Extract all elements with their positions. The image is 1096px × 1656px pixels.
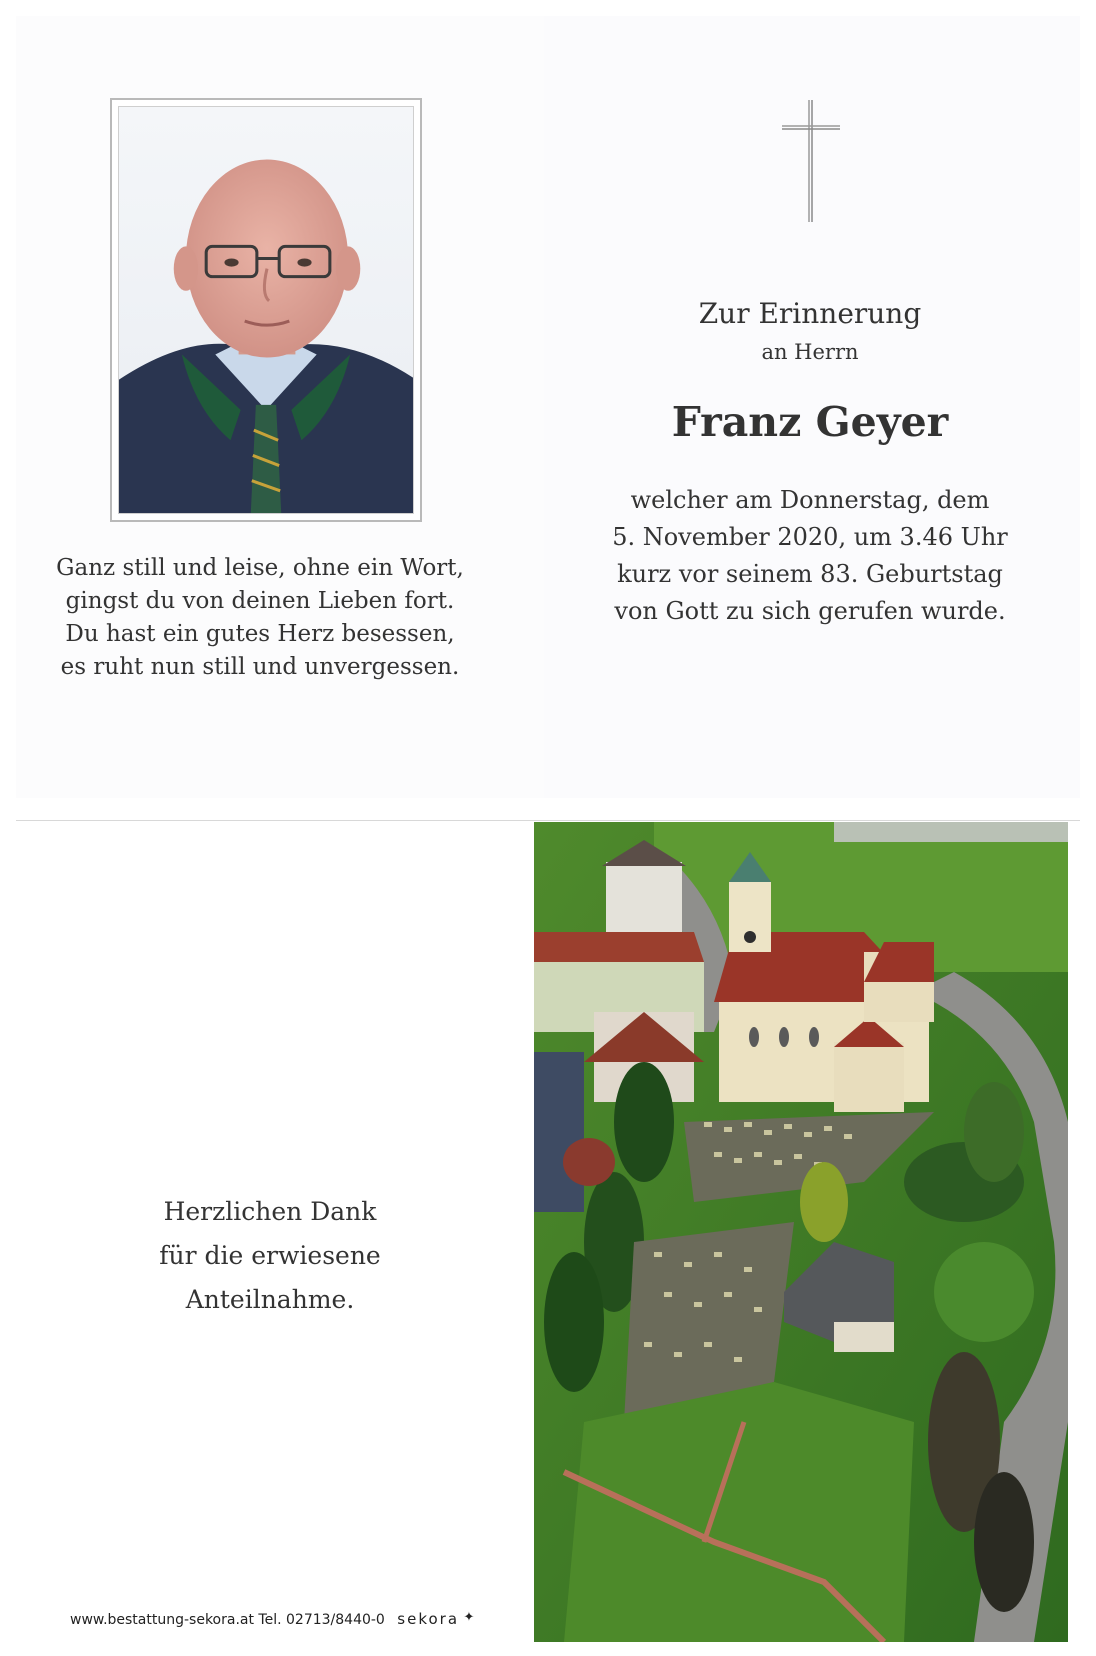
deceased-name: Franz Geyer [671,398,949,446]
death-notice-line: welcher am Donnerstag, dem [630,486,990,514]
footer-brand: sekora [397,1610,460,1628]
footer-imprint [70,1610,474,1630]
death-notice-line: 5. November 2020, um 3.46 Uhr [612,523,1008,551]
poem-text [40,552,480,684]
thanks-line: Anteilnahme. [185,1285,355,1314]
memorial-heading: Zur Erinnerung [698,297,922,330]
thanks-line: für die erwiesene [159,1241,381,1270]
death-notice [560,482,1060,630]
memorial-subheading: an Herrn [761,340,859,364]
poem-line: Du hast ein gutes Herz besessen, [65,621,455,647]
thanks-line: Herzlichen Dank [163,1197,377,1226]
fold-divider [16,820,1080,821]
bird-icon: ✦ [463,1610,475,1625]
death-notice-line: kurz vor seinem 83. Geburtstag [617,560,1003,588]
memorial-text [560,296,1060,630]
portrait-photo-frame [110,98,422,522]
footer-contact: www.bestattung-sekora.at Tel. 02713/8440-0 [70,1612,385,1628]
poem-line: Ganz still und leise, ohne ein Wort, [56,555,464,581]
cross-icon [780,98,842,224]
thanks-text [40,1190,500,1322]
church-aerial-photo [534,822,1068,1642]
death-notice-line: von Gott zu sich gerufen wurde. [614,597,1006,625]
poem-line: es ruht nun still und unvergessen. [60,654,460,680]
poem-line: gingst du von deinen Lieben fort. [65,588,455,614]
portrait-photo [118,106,414,514]
